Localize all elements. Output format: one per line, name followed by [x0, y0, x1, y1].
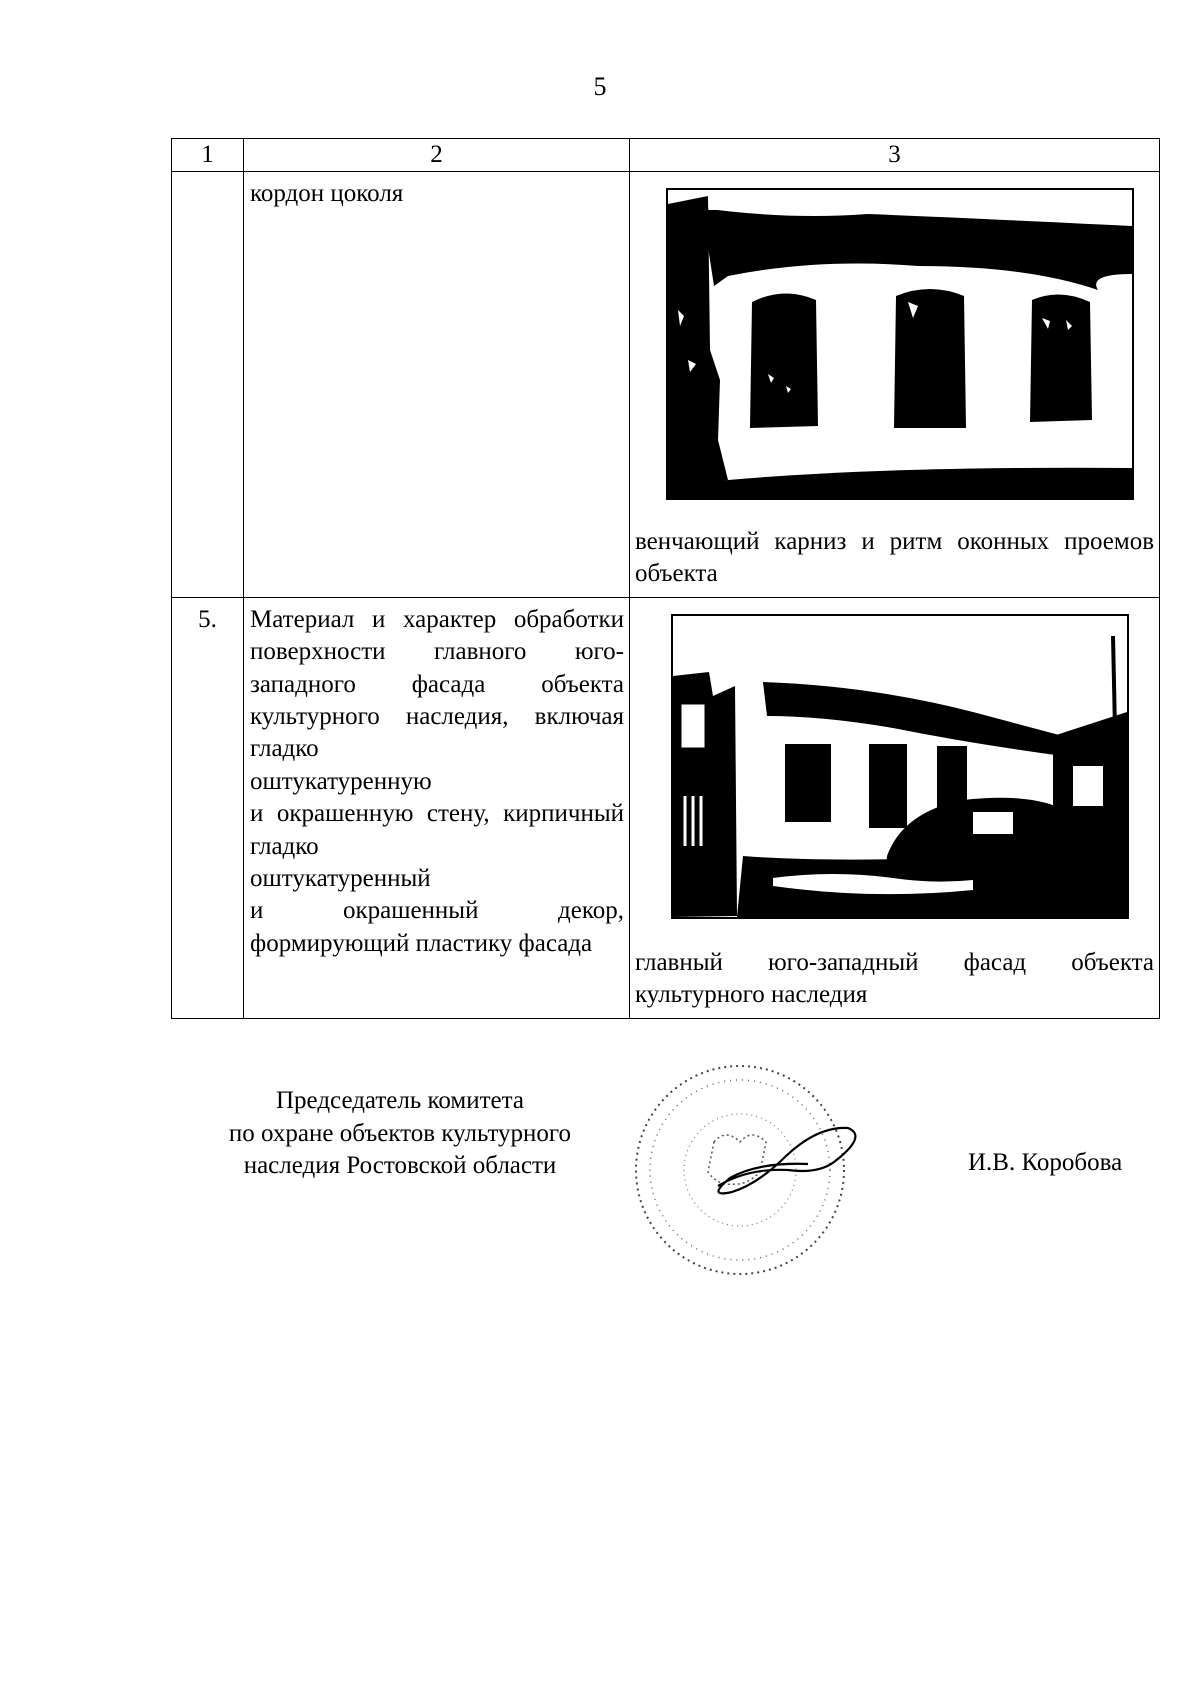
description-line: Материал и характер обработки поверхности главного юго-западного фасада объекта культурного наследия, включая гладко — [250, 605, 624, 763]
heritage-table — [171, 138, 1160, 1019]
table-row — [172, 172, 1160, 598]
description-line: и окрашенный декор, формирующий пластику фасада — [250, 897, 624, 957]
signer-role-line: Председатель комитета — [276, 1087, 524, 1114]
element-description — [244, 597, 630, 1018]
seal-and-signature-graphic — [628, 1052, 866, 1290]
description-line: оштукатуренный — [250, 865, 431, 893]
facade-photo-cornice-graphic — [668, 190, 1132, 498]
signer-role — [180, 1085, 620, 1183]
column-header-3: 3 — [630, 139, 1160, 172]
photo-caption: венчающий карниз и ритм оконных проемов объекта — [635, 528, 1154, 588]
row-number: 5. — [172, 597, 244, 1018]
photo-cell — [630, 172, 1160, 598]
table-row — [172, 597, 1160, 1018]
signer-role-line: по охране объектов культурного — [228, 1119, 572, 1147]
facade-photo-cornice — [666, 188, 1134, 500]
description-line: и окрашенную стену, кирпичный гладко — [250, 800, 624, 860]
photo-cell — [630, 597, 1160, 1018]
row-number — [172, 172, 244, 598]
column-header-1: 1 — [172, 139, 244, 172]
signature-block — [0, 1080, 1200, 1300]
description-line: оштукатуренную — [250, 767, 432, 795]
column-header-2: 2 — [244, 139, 630, 172]
table-header-row — [172, 139, 1160, 172]
photo-caption: главный юго-западный фасад объекта культурного наследия — [635, 948, 1154, 1009]
element-description: кордон цоколя — [244, 172, 630, 598]
signer-role-line: наследия Ростовской области — [243, 1152, 557, 1179]
facade-photo-main — [671, 614, 1129, 919]
official-seal — [628, 1052, 866, 1290]
facade-photo-main-graphic — [673, 616, 1127, 917]
page-number: 5 — [593, 72, 607, 101]
signer-name: И.В. Коробова — [968, 1149, 1123, 1176]
